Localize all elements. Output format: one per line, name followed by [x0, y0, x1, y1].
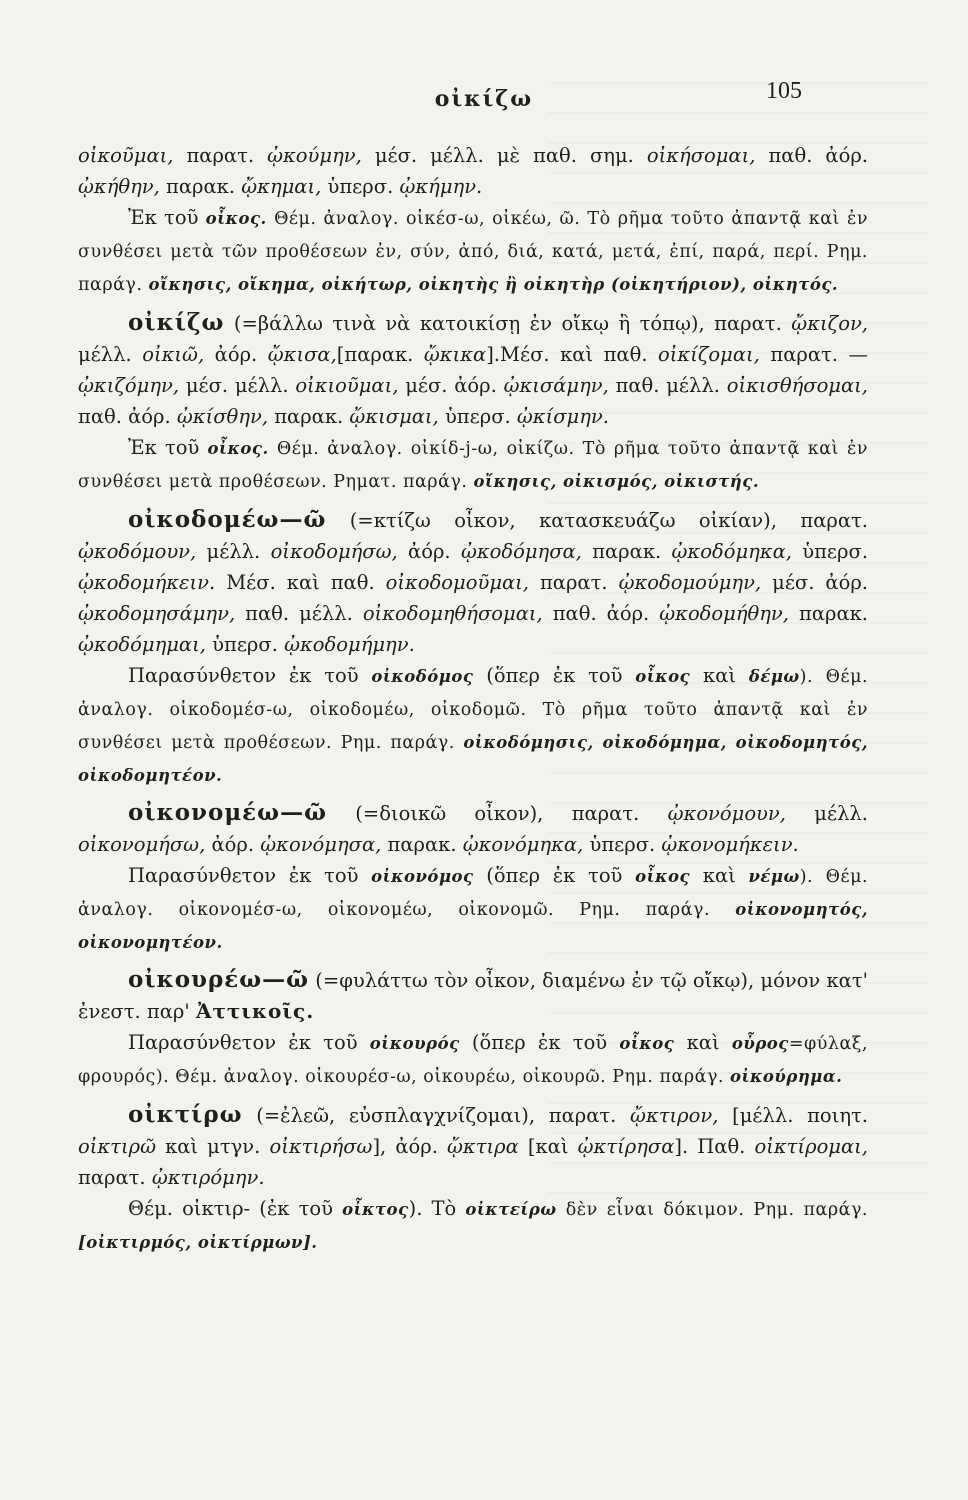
entry-oikizo [78, 307, 868, 498]
etymology-paragraph: Παρασύνθετον ἐκ τοῦ οἰκονόμος (ὅπερ ἐκ τοῦ οἶκος καὶ νέμω). Θέμ. ἀναλογ. οἰκονομέσ-ω, οἰκονομέω, οἰκονομῶ. Ρημ. παράγ. οἰκονομητός, οἰκονομητέον. [78, 864, 869, 952]
entry-oiktiro [78, 1099, 868, 1258]
entry-oikeo-continued [78, 140, 868, 301]
headword: οἰκονομέω—ῶ [128, 799, 327, 826]
headword: οἰκίζω [128, 309, 225, 336]
entry-oikoureo [78, 964, 868, 1093]
page-header [0, 78, 968, 118]
conjugation-paragraph: οἰκοδομέω—ῶ (=κτίζω οἶκον, κατασκευάζω οἰκίαν), παρατ. ᾠκοδόμουν, μέλλ. οἰκοδομήσω, ἀόρ. ᾠκοδόμησα, παρακ. ᾠκοδόμηκα, ὑπερσ. ᾠκοδομήκειν. Μέσ. καὶ παθ. οἰκοδομοῦμαι, παρατ. ᾠκοδομούμην, μέσ. ἀόρ. ᾠκοδομησάμην, παθ. μέλλ. οἰκοδομηθήσομαι, παθ. ἀόρ. ᾠκοδομήθην, παρακ. ᾠκοδόμημαι, ὑπερσ. ᾠκοδομήμην. [78, 506, 869, 656]
entry-oikonomeo [78, 797, 868, 958]
page-number: 105 [766, 78, 802, 104]
entry-oikodomeo [78, 504, 868, 791]
conjugation-paragraph: οἰκτίρω (=ἐλεῶ, εὐσπλαγχνίζομαι), παρατ. ᾤκτιρον, [μέλλ. ποιητ. οἰκτιρῶ καὶ μτγν. οἰκτιρήσω], ἀόρ. ᾤκτιρα [καὶ ᾠκτίρησα]. Παθ. οἰκτίρομαι, παρατ. ᾠκτιρόμην. [78, 1101, 868, 1189]
etymology-paragraph: Ἐκ τοῦ οἶκος. Θέμ. ἀναλογ. οἰκίδ-j-ω, οἰκίζω. Τὸ ρῆμα τοῦτο ἀπαντᾷ καὶ ἐν συνθέσει μετὰ προθέσεων. Ρηματ. παράγ. οἴκησις, οἰκισμός, οἰκιστής. [78, 436, 868, 492]
etymology-paragraph: Ἐκ τοῦ οἶκος. Θέμ. ἀναλογ. οἰκέσ-ω, οἰκέω, ῶ. Τὸ ρῆμα τοῦτο ἀπαντᾷ καὶ ἐν συνθέσει μετὰ τῶν προθέσεων ἐν, σύν, ἀπό, διά, κατά, μετά, ἐπί, παρά, περί. Ρημ. παράγ. οἴκησις, οἴκημα, οἰκήτωρ, οἰκητὴς ἢ οἰκητὴρ (οἰκητήριον), οἰκητός. [78, 206, 868, 295]
conjugation-paragraph: οἰκουρέω—ῶ (=φυλάττω τὸν οἶκον, διαμένω ἐν τῷ οἴκῳ), μόνον κατ' ἐνεστ. παρ' Ἀττικοῖς. [78, 966, 868, 1023]
etymology-paragraph: Παρασύνθετον ἐκ τοῦ οἰκοδόμος (ὅπερ ἐκ τοῦ οἶκος καὶ δέμω). Θέμ. ἀναλογ. οἰκοδομέσ-ω, οἰκοδομέω, οἰκοδομῶ. Τὸ ρῆμα τοῦτο ἀπαντᾷ καὶ ἐν συνθέσει μετὰ προθέσεων. Ρημ. παράγ. οἰκοδόμησις, οἰκοδόμημα, οἰκοδομητός, οἰκοδομητέον. [78, 664, 869, 785]
etymology-paragraph: Παρασύνθετον ἐκ τοῦ οἰκουρός (ὅπερ ἐκ τοῦ οἶκος καὶ οὖρος=φύλαξ, φρουρός). Θέμ. ἀναλογ. οἰκουρέσ-ω, οἰκουρέω, οἰκουρῶ. Ρημ. παράγ. οἰκούρημα. [78, 1031, 869, 1087]
headword: οἰκουρέω—ῶ [128, 966, 310, 993]
running-title: οἰκίζω [434, 86, 534, 112]
headword: οἰκοδομέω—ῶ [128, 506, 327, 533]
page-content [78, 140, 868, 1258]
etymology-paragraph: Θέμ. οἰκτιρ- (ἐκ τοῦ οἶκτος). Τὸ οἰκτείρω δὲν εἶναι δόκιμον. Ρημ. παράγ. [οἰκτιρμός, οἰκτίρμων]. [78, 1197, 868, 1252]
headword: οἰκτίρω [128, 1101, 243, 1128]
conjugation-paragraph: οἰκίζω (=βάλλω τινὰ νὰ κατοικίσῃ ἐν οἴκῳ ἢ τόπῳ), παρατ. ᾤκιζον, μέλλ. οἰκιῶ, ἀόρ. ᾤκισα,[παρακ. ᾤκικα].Μέσ. καὶ παθ. οἰκίζομαι, παρατ. —ᾠκιζόμην, μέσ. μέλλ. οἰκιοῦμαι, μέσ. ἀόρ. ᾠκισάμην, παθ. μέλλ. οἰκισθήσομαι, παθ. ἀόρ. ᾠκίσθην, παρακ. ᾤκισμαι, ὑπερσ. ᾠκίσμην. [78, 309, 868, 428]
conjugation-paragraph: οἰκοῦμαι, παρατ. ᾠκούμην, μέσ. μέλλ. μὲ παθ. σημ. οἰκήσομαι, παθ. ἀόρ. ᾠκήθην, παρακ. ᾤκημαι, ὑπερσ. ᾠκήμην. [78, 144, 868, 198]
conjugation-paragraph: οἰκονομέω—ῶ (=διοικῶ οἶκον), παρατ. ᾠκονόμουν, μέλλ. οἰκονομήσω, ἀόρ. ᾠκονόμησα, παρακ. ᾠκονόμηκα, ὑπερσ. ᾠκονομήκειν. [78, 799, 868, 856]
